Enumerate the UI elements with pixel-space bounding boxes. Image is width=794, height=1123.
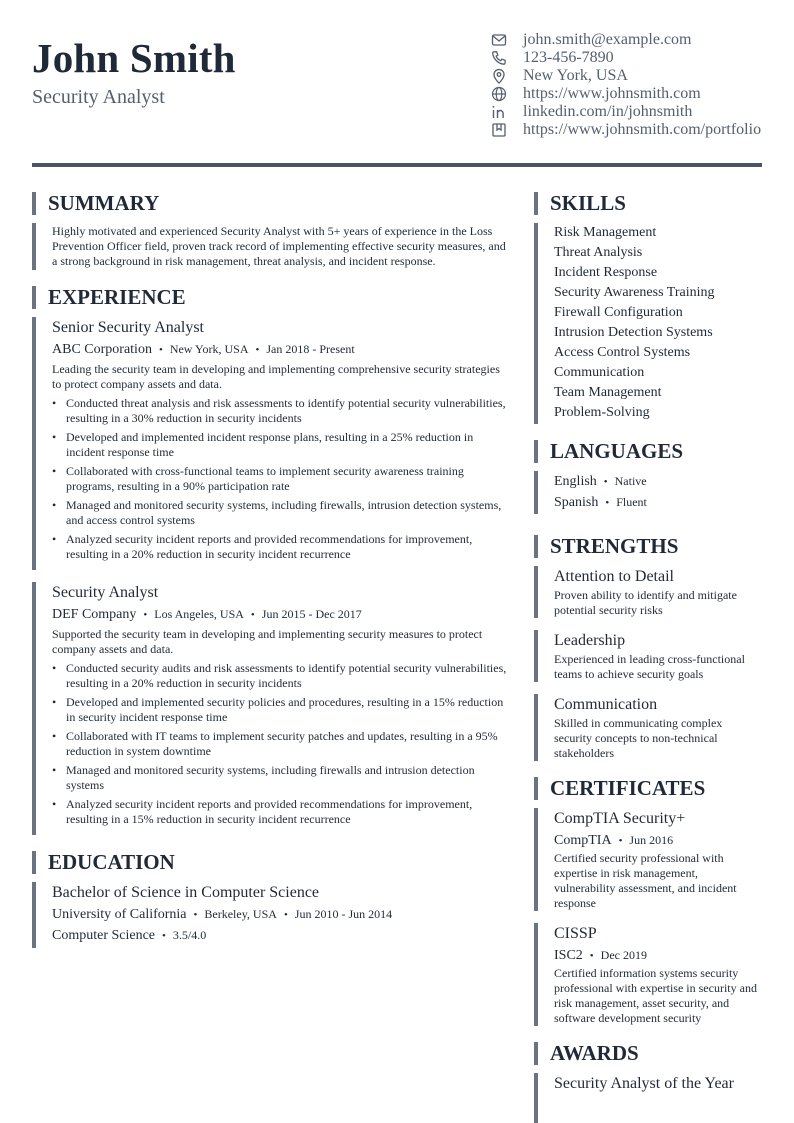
- education-entry: [32, 882, 510, 948]
- contact-location: [491, 67, 761, 85]
- skills-list: [534, 223, 762, 424]
- certificate-entry: [534, 808, 762, 911]
- strength-title: Leadership: [554, 632, 626, 649]
- summary-heading: SUMMARY: [32, 192, 510, 215]
- job-bullet: • Managed and monitored security systems, including firewalls, intrusion detection systems, and access control systems: [52, 498, 510, 528]
- skill-item: Risk Management: [554, 225, 657, 240]
- job-bullet: • Collaborated with cross-functional teams to implement security awareness training programs, resulting in a 90% participation rate: [52, 464, 510, 494]
- job-description: Leading the security team in developing and implementing comprehensive security strategies to protect company assets and data.: [52, 362, 500, 391]
- language-level: Native: [614, 474, 647, 488]
- education-school: University of California: [52, 907, 187, 922]
- separator-dot: •: [255, 344, 260, 356]
- separator-dot: •: [162, 930, 166, 942]
- award-title: Security Analyst of the Year: [554, 1075, 734, 1092]
- separator-dot: •: [283, 909, 288, 921]
- job-dates: Jan 2018 - Present: [266, 342, 355, 356]
- education-dates: Jun 2010 - Jun 2014: [294, 907, 393, 921]
- strength-title: Communication: [554, 696, 658, 713]
- separator-dot: •: [618, 835, 623, 847]
- strength-description: Experienced in leading cross-functional teams to achieve security goals: [554, 652, 745, 681]
- certificate-meta: [554, 945, 762, 966]
- contact-location-text: New York, USA: [523, 67, 628, 84]
- candidate-name: John Smith: [32, 35, 236, 81]
- strength-title: Attention to Detail: [554, 568, 674, 585]
- languages-list: [534, 471, 762, 514]
- skill-item: Team Management: [554, 385, 662, 400]
- award-entry: [534, 1073, 762, 1123]
- job-location: New York, USA: [169, 342, 249, 356]
- contact-phone[interactable]: [491, 49, 761, 67]
- job-meta: [52, 604, 510, 625]
- job-bullet: • Analyzed security incident reports and provided recommendations for improvement, resulting in a 20% reduction in security incident recurrence: [52, 532, 510, 562]
- contact-portfolio[interactable]: [491, 121, 761, 139]
- header-divider: [32, 163, 762, 167]
- separator-dot: •: [143, 609, 148, 621]
- contact-list: [491, 31, 761, 139]
- job-dates: Jun 2015 - Dec 2017: [261, 607, 362, 621]
- language-item: [554, 492, 762, 513]
- job-bullets: [52, 661, 510, 827]
- separator-dot: •: [605, 497, 610, 509]
- job-title: Senior Security Analyst: [52, 319, 204, 336]
- certificate-meta: [554, 830, 762, 851]
- contact-website-text: https://www.johnsmith.com: [523, 85, 701, 102]
- job-company: ABC Corporation: [52, 342, 152, 357]
- skill-item: Incident Response: [554, 265, 658, 280]
- certificate-issuer: CompTIA: [554, 833, 612, 848]
- strength-description: Proven ability to identify and mitigate potential security risks: [554, 588, 737, 617]
- certificate-title: CISSP: [554, 925, 597, 942]
- separator-dot: •: [250, 609, 255, 621]
- contact-phone-text: 123-456-7890: [523, 49, 614, 66]
- skill-item: Intrusion Detection Systems: [554, 325, 713, 340]
- certificate-description: Certified security professional with expertise in risk management, vulnerability assessment, and incident response: [554, 851, 737, 910]
- certificate-date: Jun 2016: [629, 833, 674, 847]
- education-gpa: 3.5/4.0: [172, 928, 207, 942]
- strength-description: Skilled in communicating complex security concepts to non-technical stakeholders: [554, 716, 723, 760]
- certificate-title: CompTIA Security+: [554, 810, 686, 827]
- certificate-entry: [534, 923, 762, 1026]
- job-bullets: [52, 396, 510, 562]
- education-field: Computer Science: [52, 928, 156, 943]
- job-bullet: • Conducted security audits and risk assessments to identify potential security vulnerabilities, resulting in a 20% reduction in security incidents: [52, 661, 510, 691]
- globe-icon: [491, 86, 507, 102]
- certificate-issuer: ISC2: [554, 948, 583, 963]
- language-name: Spanish: [554, 495, 599, 510]
- mail-icon: [491, 32, 507, 48]
- job-company: DEF Company: [52, 607, 137, 622]
- skill-item: Security Awareness Training: [554, 285, 715, 300]
- certificate-date: Dec 2019: [600, 948, 647, 962]
- experience-entry: [32, 582, 510, 835]
- job-description: Supported the security team in developing and implementing security measures to protect company assets and data.: [52, 627, 483, 656]
- resume-header: [32, 30, 762, 150]
- contact-linkedin[interactable]: [491, 103, 761, 121]
- language-level: Fluent: [616, 495, 647, 509]
- job-meta: [52, 339, 510, 360]
- experience-entry: [32, 317, 510, 570]
- skill-item: Problem-Solving: [554, 405, 650, 420]
- contact-portfolio-text: https://www.johnsmith.com/portfolio: [523, 121, 762, 138]
- skill-item: Firewall Configuration: [554, 305, 683, 320]
- phone-icon: [491, 50, 507, 66]
- education-location: Berkeley, USA: [204, 907, 277, 921]
- job-bullet: • Collaborated with IT teams to implement security patches and updates, resulting in a 95% reduction in system downtime: [52, 729, 510, 759]
- strength-entry: [534, 694, 762, 761]
- strength-entry: [534, 630, 762, 682]
- separator-dot: •: [589, 950, 594, 962]
- contact-email[interactable]: [491, 31, 761, 49]
- skill-item: Communication: [554, 365, 645, 380]
- strengths-heading: STRENGTHS: [534, 535, 762, 558]
- job-bullet: • Developed and implemented incident response plans, resulting in a 25% reduction in incident response time: [52, 430, 510, 460]
- job-location: Los Angeles, USA: [154, 607, 244, 621]
- contact-linkedin-text: linkedin.com/in/johnsmith: [523, 103, 693, 120]
- job-title: Security Analyst: [52, 584, 159, 601]
- separator-dot: •: [603, 476, 608, 488]
- skill-item: Access Control Systems: [554, 345, 691, 360]
- separator-dot: •: [158, 344, 163, 356]
- skill-item: Threat Analysis: [554, 245, 643, 260]
- summary-text: Highly motivated and experienced Security Analyst with 5+ years of experience in the Loss Prevention Officer field, proven track record of implementing effective security measures, and a strong background in risk management, threat analysis, and incident response.: [32, 223, 510, 270]
- contact-website[interactable]: [491, 85, 761, 103]
- main-column: [32, 192, 510, 948]
- skills-heading: SKILLS: [534, 192, 762, 215]
- certificate-description: Certified information systems security professional with expertise in security and risk management, asset security, and software development security: [554, 966, 757, 1025]
- education-field-row: [52, 925, 510, 946]
- job-bullet: • Conducted threat analysis and risk assessments to identify potential security vulnerabilities, resulting in a 30% reduction in security incidents: [52, 396, 510, 426]
- job-bullet: • Managed and monitored security systems, including firewalls and intrusion detection systems: [52, 763, 510, 793]
- job-bullet: • Developed and implemented security policies and procedures, resulting in a 15% reduction in security incident response time: [52, 695, 510, 725]
- contact-email-text: john.smith@example.com: [523, 31, 692, 48]
- languages-heading: LANGUAGES: [534, 440, 762, 463]
- portfolio-icon: [491, 122, 507, 138]
- experience-heading: EXPERIENCE: [32, 286, 510, 309]
- language-item: [554, 471, 762, 492]
- sidebar-column: [534, 192, 762, 1123]
- separator-dot: •: [193, 909, 198, 921]
- strength-entry: [534, 566, 762, 618]
- education-meta: [52, 904, 510, 925]
- candidate-title: Security Analyst: [32, 86, 165, 108]
- job-bullet: • Analyzed security incident reports and provided recommendations for improvement, resulting in a 15% reduction in security incident recurrence: [52, 797, 510, 827]
- location-icon: [491, 68, 507, 84]
- linkedin-icon: [491, 104, 507, 120]
- education-degree: Bachelor of Science in Computer Science: [52, 884, 320, 901]
- awards-heading: AWARDS: [534, 1042, 762, 1065]
- certificates-heading: CERTIFICATES: [534, 777, 762, 800]
- language-name: English: [554, 474, 597, 489]
- education-heading: EDUCATION: [32, 851, 510, 874]
